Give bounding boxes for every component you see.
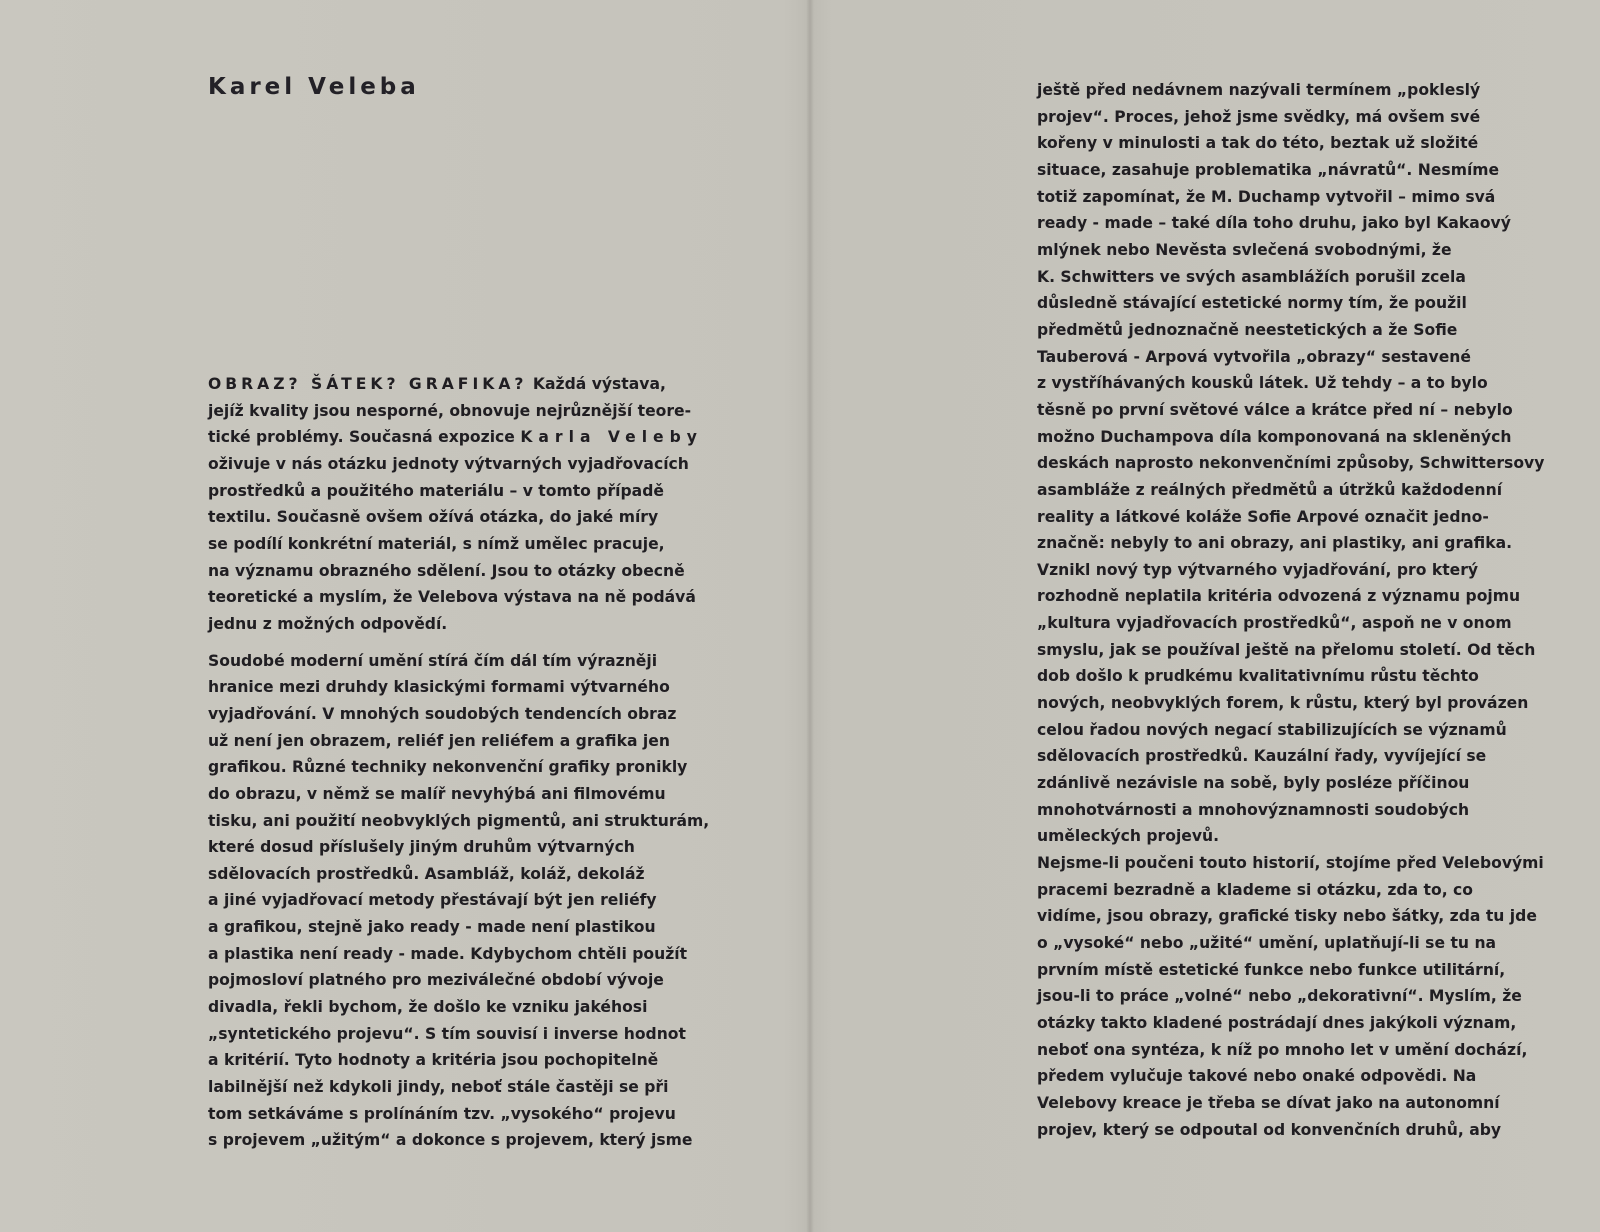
text-line: nových, neobvyklých forem, k růstu, který byl provázen — [1037, 694, 1529, 713]
text-line: mnohotvárnosti a mnohovýznamnosti soudobých — [1037, 800, 1470, 819]
text-line: a plastika není ready - made. Kdybychom chtěli použít — [208, 944, 688, 963]
text-line — [208, 371, 728, 398]
text-line: vidíme, jsou obrazy, grafické tisky nebo šátky, zda tu jde — [1037, 907, 1537, 926]
text-line: neboť ona syntéza, k níž po mnoho let v umění dochází, — [1037, 1040, 1528, 1059]
text-line: mlýnek nebo Nevěsta svlečená svobodnými, že — [1037, 240, 1452, 259]
text-line: grafikou. Různé techniky nekonvenční grafiky pronikly — [208, 758, 688, 777]
body-paragraph — [1037, 850, 1567, 1143]
text-line: z vystříhávaných kousků látek. Už tehdy – a to bylo — [1037, 374, 1488, 393]
author-heading: Karel Veleba — [208, 74, 420, 100]
text-line: kořeny v minulosti a tak do této, beztak už složité — [1037, 134, 1479, 153]
text-line: oživuje v nás otázku jednoty výtvarných vyjadřovacích — [208, 454, 689, 473]
page-fold — [806, 0, 814, 1232]
text-line: a kritérií. Tyto hodnoty a kritéria jsou pochopitelně — [208, 1051, 659, 1070]
text-line: se podílí konkrétní materiál, s nímž umělec pracuje, — [208, 534, 665, 553]
intro-line-pre: tické problémy. Současná expozice — [208, 428, 521, 447]
text-line: předem vylučuje takové nebo onaké odpovědi. Na — [1037, 1067, 1477, 1086]
text-line: jejíž kvality jsou nesporné, obnovuje nejrůznější teore- — [208, 401, 692, 420]
text-line: textilu. Současně ovšem ožívá otázka, do jaké míry — [208, 508, 659, 527]
text-line: a grafikou, stejně jako ready - made není plastikou — [208, 918, 656, 937]
text-line: s projevem „užitým“ a dokonce s projevem, který jsme — [208, 1131, 693, 1150]
intro-paragraph — [208, 371, 728, 638]
text-line: projev, který se odpoutal od konvenčních druhů, aby — [1037, 1120, 1502, 1139]
text-line: na významu obrazného sdělení. Jsou to otázky obecně — [208, 561, 685, 580]
text-line: důsledně stávající estetické normy tím, že použil — [1037, 294, 1467, 313]
text-line: pojmosloví platného pro meziválečné období vývoje — [208, 971, 664, 990]
body-paragraph — [1037, 77, 1567, 850]
body-paragraph — [208, 648, 728, 1154]
text-line: už není jen obrazem, reliéf jen reliéfem a grafika jen — [208, 731, 670, 750]
intro-line-rest: Každá výstava, — [527, 375, 666, 393]
text-line: Soudobé moderní umění stírá čím dál tím výrazněji — [208, 651, 658, 670]
text-line: ještě před nedávnem nazývali termínem „pokleslý — [1037, 81, 1481, 99]
text-line: Tauberová - Arpová vytvořila „obrazy“ sestavené — [1037, 347, 1471, 366]
text-line: prostředků a použitého materiálu – v tomto případě — [208, 481, 664, 500]
text-line: jednu z možných odpovědí. — [208, 614, 448, 633]
text-line: projev“. Proces, jehož jsme svědky, má ovšem své — [1037, 107, 1481, 126]
text-line: ready - made – také díla toho druhu, jako byl Kakaový — [1037, 214, 1511, 233]
text-line: Vznikl nový typ výtvarného vyjadřování, pro který — [1037, 560, 1479, 579]
text-line — [208, 424, 728, 451]
text-line: totiž zapomínat, že M. Duchamp vytvořil – mimo svá — [1037, 187, 1496, 206]
text-line: smyslu, jak se používal ještě na přelomu století. Od těch — [1037, 640, 1536, 659]
text-line: K. Schwitters ve svých asamblážích porušil zcela — [1037, 267, 1466, 286]
text-line: možno Duchampova díla komponovaná na skleněných — [1037, 427, 1512, 446]
text-line: vyjadřování. V mnohých soudobých tendencích obraz — [208, 704, 677, 723]
text-line: Velebovy kreace je třeba se dívat jako na autonomní — [1037, 1093, 1500, 1112]
text-line: asambláže z reálných předmětů a útržků každodenní — [1037, 480, 1503, 499]
artist-name: Karla Veleby — [520, 428, 703, 447]
text-line: které dosud příslušely jiným druhům výtvarných — [208, 838, 635, 857]
right-text-column — [1037, 77, 1567, 1143]
text-line: prvním místě estetické funkce nebo funkce utilitární, — [1037, 960, 1506, 979]
text-line: tisku, ani použití neobvyklých pigmentů, ani strukturám, — [208, 811, 710, 830]
text-line: teoretické a myslím, že Velebova výstava na ně podává — [208, 588, 696, 607]
text-line: do obrazu, v němž se malíř nevyhýbá ani filmovému — [208, 784, 666, 803]
text-line: „kultura vyjadřovacích prostředků“, aspoň ne v onom — [1037, 614, 1512, 633]
text-line: značně: nebyly to ani obrazy, ani plastiky, ani grafika. — [1037, 534, 1513, 553]
text-line: rozhodně neplatila kritéria odvozená z významu pojmu — [1037, 587, 1521, 606]
text-line: o „vysoké“ nebo „užité“ umění, uplatňují-li se tu na — [1037, 934, 1497, 952]
text-line: jsou-li to práce „volné“ nebo „dekorativní“. Myslím, že — [1037, 987, 1522, 1006]
text-line: a jiné vyjadřovací metody přestávají být jen reliéfy — [208, 891, 657, 910]
text-line: pracemi bezradně a klademe si otázku, zda to, co — [1037, 880, 1474, 899]
left-text-column — [208, 371, 728, 1154]
text-line: těsně po první světové válce a krátce před ní – nebylo — [1037, 400, 1513, 419]
text-line: zdánlivě nezávisle na sobě, byly posléze příčinou — [1037, 774, 1470, 793]
text-line: situace, zasahuje problematika „návratů“. Nesmíme — [1037, 160, 1500, 179]
text-line: divadla, řekli bychom, že došlo ke vzniku jakéhosi — [208, 998, 648, 1017]
text-line: uměleckých projevů. — [1037, 827, 1220, 846]
text-line: předmětů jednoznačně neestetických a že Sofie — [1037, 320, 1458, 339]
intro-caps: OBRAZ? ŠÁTEK? GRAFIKA? — [208, 375, 528, 393]
text-line: labilnější než kdykoli jindy, neboť stále častěji se při — [208, 1078, 669, 1097]
text-line: „syntetického projevu“. S tím souvisí i inverse hodnot — [208, 1024, 686, 1043]
text-line: hranice mezi druhdy klasickými formami výtvarného — [208, 678, 670, 697]
text-line: sdělovacích prostředků. Kauzální řady, vyvíjející se — [1037, 747, 1487, 766]
text-line: celou řadou nových negací stabilizujících se významů — [1037, 720, 1507, 739]
right-page — [814, 0, 1600, 1232]
text-line: Nejsme-li poučeni touto historií, stojíme před Velebovými — [1037, 854, 1544, 873]
text-line: otázky takto kladené postrádají dnes jakýkoli význam, — [1037, 1013, 1517, 1032]
text-line: tom setkáváme s prolínáním tzv. „vysokého“ projevu — [208, 1104, 676, 1123]
text-line: sdělovacích prostředků. Asambláž, koláž, dekoláž — [208, 864, 645, 883]
text-line: reality a látkové koláže Sofie Arpové označit jedno- — [1037, 507, 1489, 526]
text-line: deskách naprosto nekonvenčními způsoby, Schwittersovy — [1037, 454, 1545, 473]
text-line: dob došlo k prudkému kvalitativnímu růstu těchto — [1037, 667, 1479, 686]
